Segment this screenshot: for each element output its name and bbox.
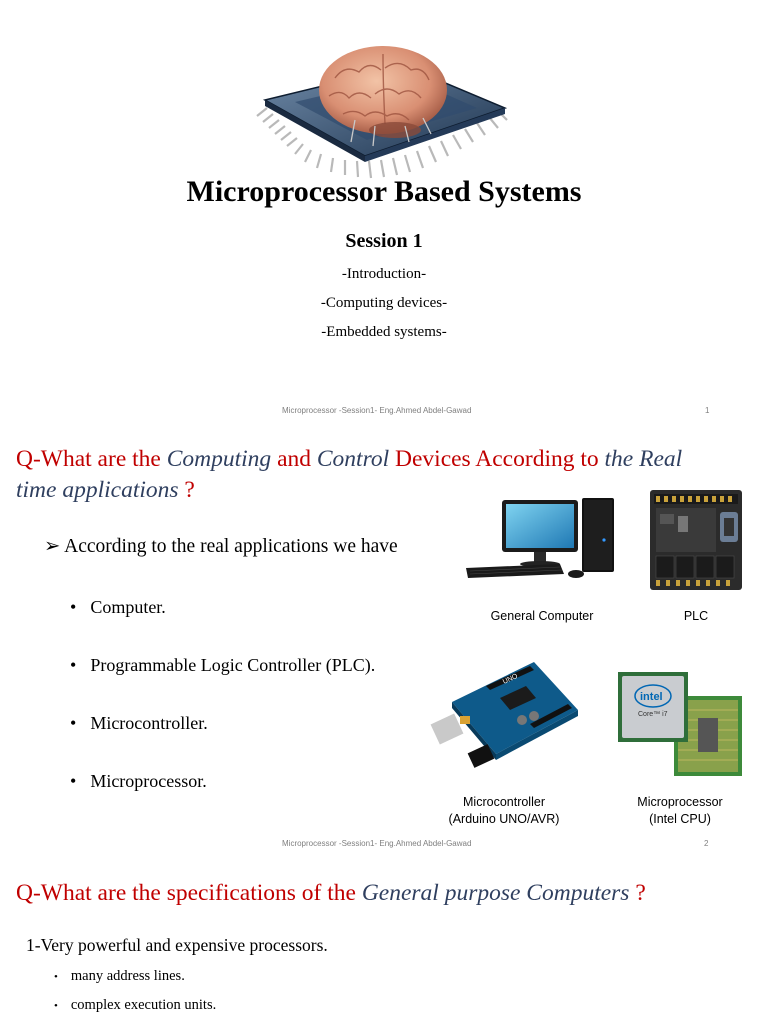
list-item bbox=[70, 655, 375, 676]
question-text: ? bbox=[629, 880, 646, 906]
arduino-board-text: UNO bbox=[501, 672, 519, 686]
slide-1 bbox=[0, 0, 768, 425]
list-item-text: Programmable Logic Controller (PLC). bbox=[90, 655, 376, 675]
list-item bbox=[70, 713, 208, 734]
question-heading bbox=[16, 444, 756, 506]
topic-1: -Introduction- bbox=[341, 266, 427, 282]
intel-model-text: Core™ i7 bbox=[638, 711, 668, 718]
question-italic: Computing bbox=[166, 446, 272, 472]
intel-cpu-image bbox=[616, 670, 746, 780]
caption-plc: PLC bbox=[683, 609, 709, 623]
general-computer-image bbox=[464, 496, 620, 586]
caption-line: (Intel CPU) bbox=[649, 812, 711, 826]
topic-3: -Embedded systems- bbox=[321, 324, 447, 340]
list-item-text: Computer. bbox=[90, 597, 166, 617]
question-italic: Control bbox=[316, 446, 390, 472]
slide-footer: Microprocessor -Session1- Eng.Ahmed Abdel-Gawad bbox=[282, 406, 472, 415]
arrow-bullet-icon: ➢ bbox=[44, 536, 61, 557]
question-heading bbox=[16, 878, 756, 909]
question-italic: time applications bbox=[16, 477, 179, 503]
session-label: Session 1 bbox=[345, 230, 423, 252]
arduino-image bbox=[430, 658, 580, 782]
caption-microcontroller bbox=[430, 794, 578, 828]
question-text: Q-What are the bbox=[16, 446, 167, 472]
list-item bbox=[70, 597, 166, 618]
bullet-icon: • bbox=[70, 655, 77, 675]
bullet-icon: • bbox=[70, 771, 77, 791]
page-number: 1 bbox=[705, 406, 710, 415]
point-1: 1-Very powerful and expensive processors. bbox=[26, 935, 328, 955]
list-item bbox=[70, 771, 207, 792]
topic-2: -Computing devices- bbox=[320, 295, 448, 311]
question-italic: General purpose Computers bbox=[361, 880, 630, 906]
caption-line: Microcontroller bbox=[463, 795, 545, 809]
lead-text: According to the real applications we have bbox=[64, 536, 398, 557]
slide-3 bbox=[0, 864, 768, 1024]
list-item-text: Microprocessor. bbox=[90, 771, 207, 791]
caption-general-computer: General Computer bbox=[490, 609, 594, 623]
slide-title: Microprocessor Based Systems bbox=[186, 175, 582, 208]
caption-line: Microprocessor bbox=[637, 795, 723, 809]
brain-chip-image bbox=[255, 38, 515, 188]
bullet-icon: • bbox=[54, 971, 58, 983]
page-number: 2 bbox=[704, 839, 709, 848]
caption-line: (Arduino UNO/AVR) bbox=[448, 812, 560, 826]
list-item bbox=[54, 997, 216, 1014]
intel-logo-text: intel bbox=[640, 691, 663, 703]
question-italic: the Real bbox=[604, 446, 683, 472]
question-text: Q-What are the specifications of the bbox=[16, 880, 362, 906]
bullet-icon: • bbox=[70, 597, 77, 617]
question-text: Devices According to bbox=[389, 446, 605, 472]
list-item-text: many address lines. bbox=[70, 968, 185, 984]
caption-microprocessor bbox=[618, 794, 742, 828]
slide-2 bbox=[0, 432, 768, 857]
lead-line bbox=[44, 534, 398, 558]
plc-image bbox=[648, 488, 744, 592]
bullet-icon: • bbox=[70, 713, 77, 733]
question-text: and bbox=[271, 446, 317, 472]
slide-footer: Microprocessor -Session1- Eng.Ahmed Abdel-Gawad bbox=[282, 839, 472, 848]
list-item bbox=[54, 968, 185, 985]
bullet-icon: • bbox=[54, 1000, 58, 1012]
list-item-text: complex execution units. bbox=[70, 997, 217, 1013]
list-item-text: Microcontroller. bbox=[90, 713, 208, 733]
question-text: ? bbox=[178, 477, 195, 503]
